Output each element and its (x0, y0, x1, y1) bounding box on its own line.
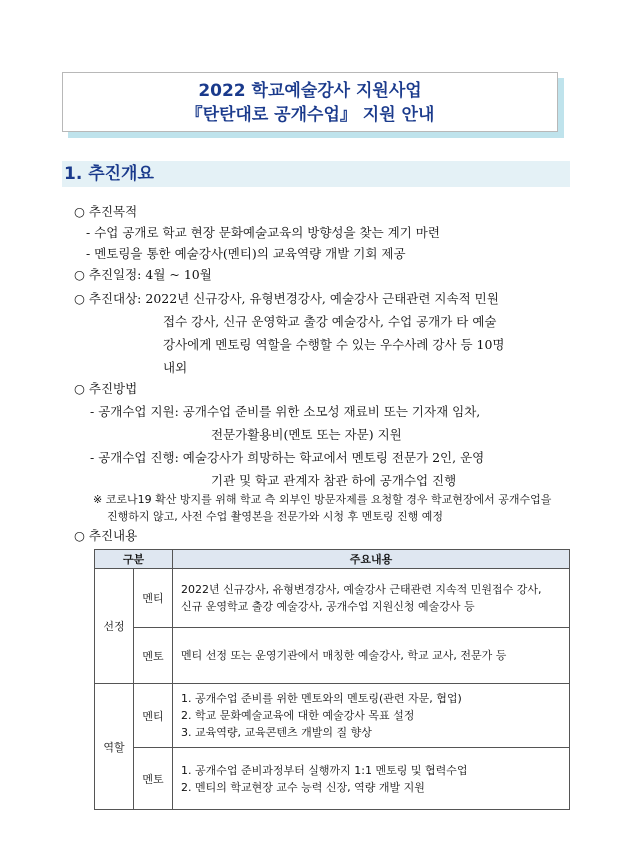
note-line: 진행하지 않고, 사전 수업 촬영본을 전문가와 시청 후 멘토링 진행 예정 (107, 510, 443, 523)
table-content-line: 2. 멘티의 학교현장 교수 능력 신장, 역량 개발 지원 (181, 780, 425, 794)
table-content-cell (173, 684, 570, 748)
table-content-line: 2. 학교 문화예술교육에 대한 예술강사 목표 설정 (181, 709, 415, 722)
title-line-1: 2022 학교예술강사 지원사업 (198, 81, 422, 101)
table-header-category: 구분 (95, 550, 173, 569)
table-sub-cell: 멘티 (134, 569, 173, 628)
table-content-line: 1. 공개수업 준비를 위한 멘토와의 멘토링(관련 자문, 협업) (181, 692, 462, 705)
table-content-line: 멘티 선정 또는 운영기관에서 매칭한 예술강사, 학교 교사, 전문가 등 (181, 649, 507, 662)
target-line: 접수 강사, 신규 운영학교 출강 예술강사, 수업 공개가 타 예술 (163, 314, 497, 329)
purpose-item: - 수업 공개로 학교 현장 문화예술교육의 방향성을 찾는 계기 마련 (86, 225, 440, 240)
table-row (95, 628, 570, 684)
table-row (95, 684, 570, 748)
table-header-content: 주요내용 (173, 550, 570, 569)
target-line: 강사에게 멘토링 역할을 수행할 수 있는 우수사례 강사 등 10명 (163, 337, 505, 352)
table-row (95, 569, 570, 628)
table-content-line: 2022년 신규강사, 유형변경강사, 예술강사 근태관련 지속적 민원접수 강사, (181, 583, 542, 596)
section-heading-text: 1. 추진개요 (64, 164, 154, 184)
target-line: 내외 (163, 360, 188, 375)
note-line: ※ 코로나19 확산 방지를 위해 학교 측 외부인 방문자제를 요청할 경우 학교현장에서 공개수업을 (93, 493, 552, 506)
table-sub-cell: 멘토 (134, 628, 173, 684)
table-sub-cell: 멘티 (134, 684, 173, 748)
table-sub-cell: 멘토 (134, 748, 173, 810)
table-row (95, 748, 570, 810)
method-item: 전문가활용비(멘토 또는 자문) 지원 (211, 427, 402, 442)
purpose-item: - 멘토링을 통한 예술강사(멘티)의 교육역량 개발 기회 제공 (86, 246, 406, 261)
table-content-cell (173, 748, 570, 810)
table-content-cell (173, 569, 570, 628)
table-content-cell (173, 628, 570, 684)
method-label: ○ 추진방법 (74, 381, 138, 396)
method-item: - 공개수업 진행: 예술강사가 희망하는 학교에서 멘토링 전문가 2인, 운영 (90, 450, 485, 465)
table-content-line: 3. 교육역량, 교육콘텐츠 개발의 질 향상 (181, 726, 372, 739)
table-content-line: 신규 운영학교 출강 예술강사, 공개수업 지원신청 예술강사 등 (181, 600, 475, 613)
table-content-line: 1. 공개수업 준비과정부터 실행까지 1:1 멘토링 및 협력수업 (181, 763, 468, 777)
title-box (62, 72, 558, 132)
schedule-line: ○ 추진일정: 4월 ~ 10월 (74, 267, 212, 282)
title-line-2: 『탄탄대로 공개수업』 지원 안내 (185, 105, 435, 125)
content-label: ○ 추진내용 (74, 528, 138, 543)
method-item: - 공개수업 지원: 공개수업 준비를 위한 소모성 재료비 또는 기자재 임차, (90, 404, 481, 419)
table-header-row (95, 550, 570, 569)
content-table (94, 549, 570, 810)
table-category-cell: 선정 (95, 569, 134, 684)
table-category-cell: 역할 (95, 684, 134, 810)
section-heading (62, 161, 570, 187)
method-item: 기관 및 학교 관계자 참관 하에 공개수업 진행 (211, 473, 457, 488)
purpose-label: ○ 추진목적 (74, 204, 138, 219)
target-line: ○ 추진대상: 2022년 신규강사, 유형변경강사, 예술강사 근태관련 지속적 민원 (74, 291, 499, 306)
